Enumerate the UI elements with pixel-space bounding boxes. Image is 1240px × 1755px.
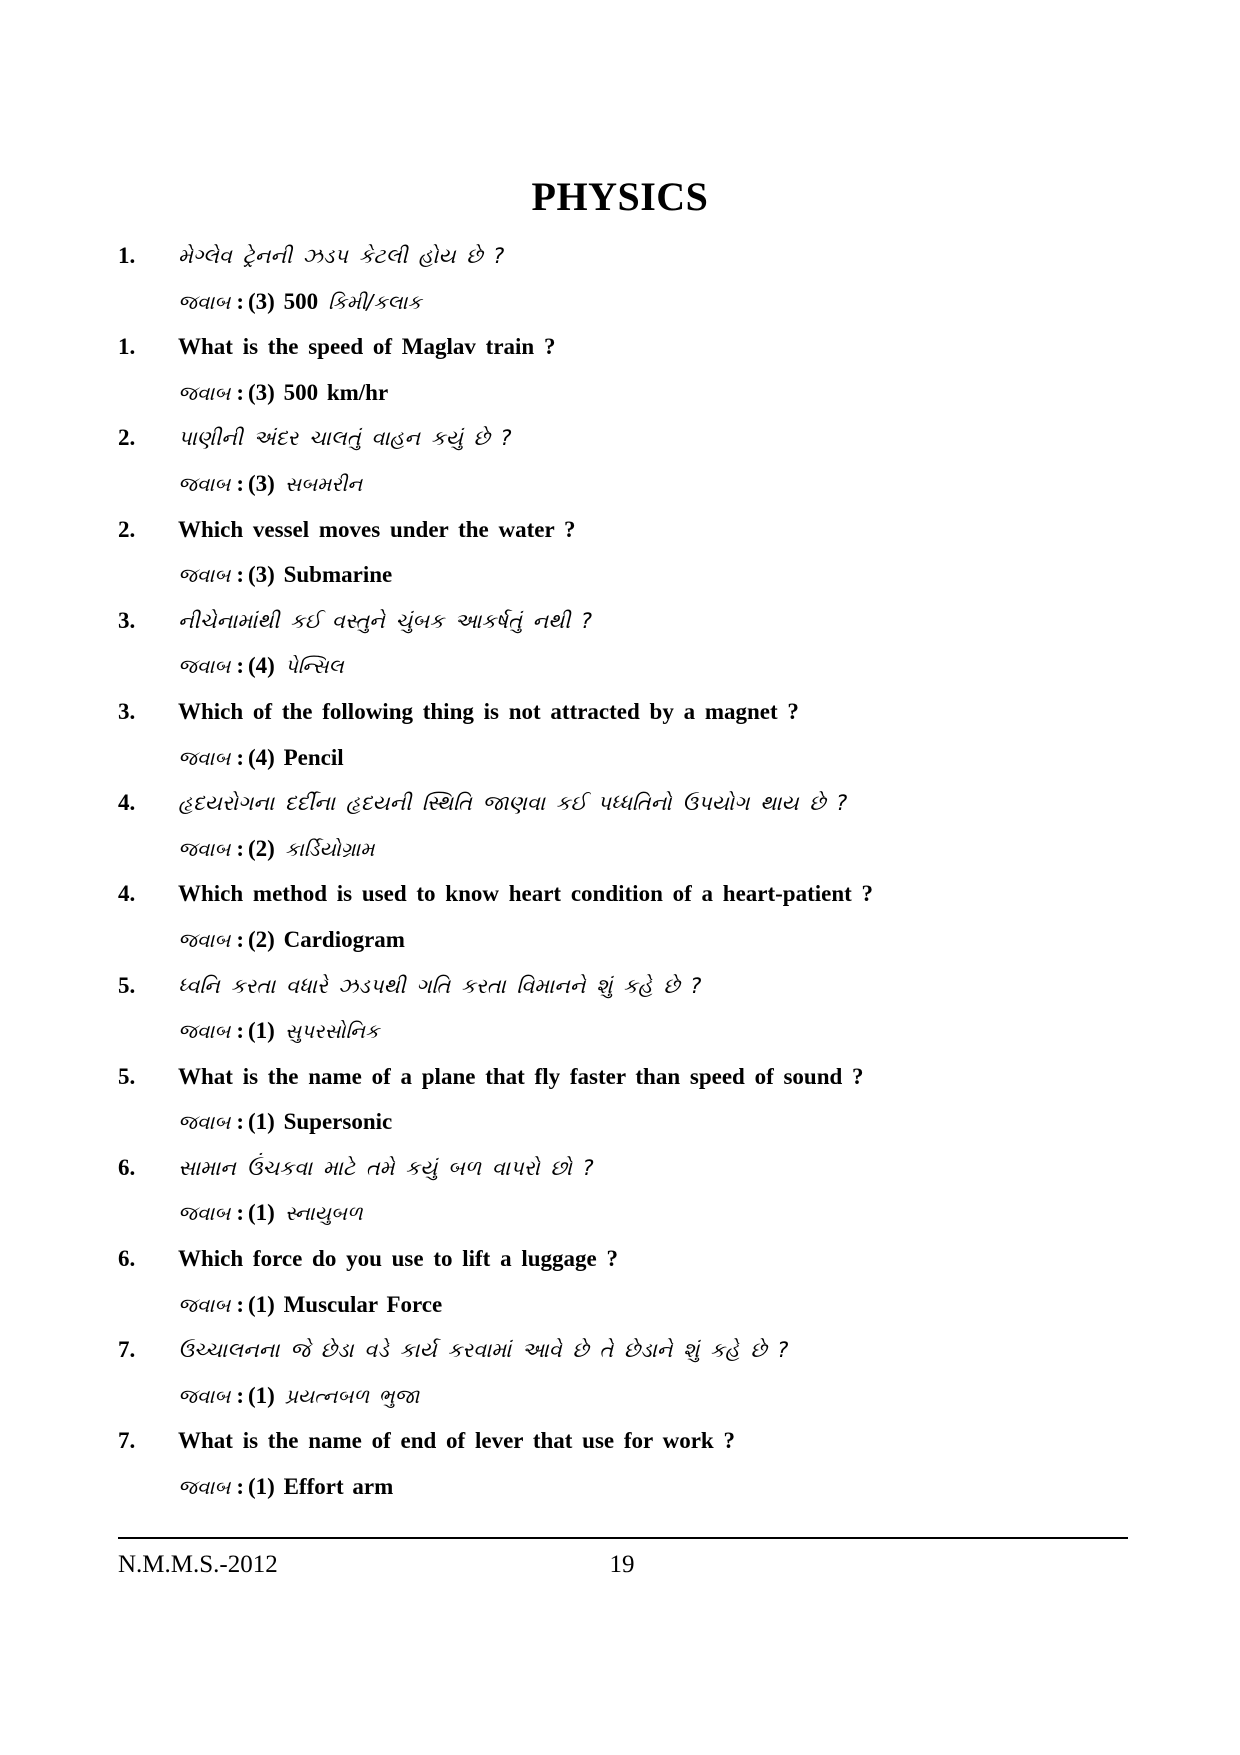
answer-option: (2) — [248, 835, 275, 861]
question-number: 4. — [118, 881, 136, 907]
question-number: 2. — [118, 516, 136, 542]
answer-line — [118, 735, 1138, 781]
question-text: What is the name of end of lever that use for work ? — [178, 1428, 735, 1454]
question-text: સામાન ઉંચકવા માટે તમે કયું બળ વાપરો છો ? — [178, 1155, 594, 1180]
answer-colon: : — [236, 562, 245, 588]
answer-label: જવાબ — [178, 654, 231, 679]
answer-colon: : — [236, 379, 245, 405]
question-line — [118, 689, 1138, 735]
answer-text — [248, 290, 422, 314]
question-line — [118, 780, 1138, 826]
question-line — [118, 871, 1138, 917]
answer-label: જવાબ — [178, 927, 231, 952]
question-line — [118, 1054, 1138, 1100]
answer-colon: : — [236, 744, 245, 770]
answer-line — [118, 279, 1138, 325]
answer-colon: : — [236, 926, 245, 952]
answer-value: પેન્સિલ — [284, 654, 344, 679]
question-text: હૃદયરોગના દર્દીના હૃદયની સ્થિતિ જાણવા કઈ પધ્ધતિનો ઉપયોગ થાય છે ? — [178, 791, 848, 816]
question-number: 5. — [118, 1063, 136, 1089]
question-number: 7. — [118, 1428, 136, 1454]
answer-line — [118, 1282, 1138, 1328]
question-text: Which vessel moves under the water ? — [178, 516, 576, 542]
question-text: ધ્વનિ કરતા વધારે ઝડપથી ગતિ કરતા વિમાનને શું કહે છે ? — [178, 973, 702, 998]
question-line — [118, 1418, 1138, 1464]
answer-colon: : — [236, 1018, 245, 1044]
question-number: 5. — [118, 972, 136, 998]
answer-label: જવાબ — [178, 1110, 231, 1135]
answer-colon: : — [236, 470, 245, 496]
answer-label: જવાબ — [178, 563, 231, 588]
question-line — [118, 324, 1138, 370]
question-text: પાણીની અંદર ચાલતું વાહન કયું છે ? — [178, 426, 512, 451]
answer-option: (1) — [248, 1200, 275, 1226]
question-number: 4. — [118, 790, 136, 816]
footer-exam-code: N.M.M.S.-2012 — [118, 1551, 278, 1578]
answer-label: જવાબ — [178, 1201, 231, 1226]
answer-text — [248, 654, 344, 678]
answer-label: જવાબ — [178, 289, 231, 314]
answer-text — [248, 1201, 363, 1225]
question-text: નીચેનામાંથી કઈ વસ્તુને ચુંબક આકર્ષતું નથી ? — [178, 608, 593, 633]
answer-line — [118, 1008, 1138, 1054]
question-line — [118, 233, 1138, 279]
page-title: PHYSICS — [531, 174, 709, 219]
answer-line — [118, 1099, 1138, 1145]
answer-label: જવાબ — [178, 380, 231, 405]
answer-line — [118, 1373, 1138, 1419]
answer-line — [118, 461, 1138, 507]
question-text: What is the name of a plane that fly faster than speed of sound ? — [178, 1063, 864, 1089]
answer-text: (1) Effort arm — [248, 1474, 394, 1500]
question-number: 6. — [118, 1246, 136, 1272]
question-text: ઉચ્ચાલનના જે છેડા વડે કાર્ય કરવામાં આવે છે તે છેડાને શું કહે છે ? — [178, 1338, 789, 1363]
answer-colon: : — [236, 1200, 245, 1226]
answer-colon: : — [236, 653, 245, 679]
answer-label: જવાબ — [178, 1475, 231, 1500]
question-line — [118, 1236, 1138, 1282]
question-line — [118, 598, 1138, 644]
answer-value: સ્નાયુબળ — [284, 1201, 363, 1226]
answer-colon: : — [236, 288, 245, 314]
answer-line — [118, 552, 1138, 598]
answer-text — [248, 472, 362, 496]
answer-line — [118, 1464, 1138, 1510]
answer-line — [118, 643, 1138, 689]
answer-line — [118, 826, 1138, 872]
answer-label: જવાબ — [178, 836, 231, 861]
question-line — [118, 415, 1138, 461]
question-line — [118, 507, 1138, 553]
question-text: મેગ્લેવ ટ્રેનની ઝડપ કેટલી હોય છે ? — [178, 244, 505, 268]
answer-text: (3) Submarine — [248, 562, 393, 588]
answer-colon: : — [236, 1109, 245, 1135]
answer-text — [248, 837, 374, 861]
answer-value: કિમી/કલાક — [328, 289, 422, 314]
answer-text: (1) Supersonic — [248, 1109, 393, 1135]
answer-text: (2) Cardiogram — [248, 926, 405, 952]
answer-value: સુપરસોનિક — [284, 1019, 380, 1044]
answer-label: જવાબ — [178, 471, 231, 496]
question-number: 2. — [118, 425, 136, 451]
answer-value: સબમરીન — [284, 471, 363, 496]
answer-label: જવાબ — [178, 1383, 231, 1408]
answer-line — [118, 1190, 1138, 1236]
answer-label: જવાબ — [178, 745, 231, 770]
answer-option: (3) 500 — [248, 288, 319, 314]
answer-text — [248, 1384, 419, 1408]
question-line — [118, 963, 1138, 1009]
question-number: 1. — [118, 243, 136, 268]
question-line — [118, 1327, 1138, 1373]
answer-option: (1) — [248, 1382, 275, 1408]
footer-page-number: 19 — [609, 1551, 635, 1578]
answer-label: જવાબ — [178, 1019, 231, 1044]
question-answer-list — [118, 233, 1138, 1510]
question-text: What is the speed of Maglav train ? — [178, 334, 556, 360]
answer-label: જવાબ — [178, 1292, 231, 1317]
answer-line — [118, 917, 1138, 963]
question-number: 7. — [118, 1337, 136, 1363]
footer-divider — [118, 1537, 1128, 1539]
answer-colon: : — [236, 835, 245, 861]
answer-text — [248, 1019, 379, 1043]
answer-value: પ્રયત્નબળ ભુજા — [284, 1383, 420, 1408]
answer-text: (3) 500 km/hr — [248, 379, 389, 405]
question-text: Which method is used to know heart condition of a heart-patient ? — [178, 881, 874, 907]
answer-text: (4) Pencil — [248, 744, 344, 770]
question-text: Which of the following thing is not attracted by a magnet ? — [178, 698, 799, 724]
answer-text: (1) Muscular Force — [248, 1291, 443, 1317]
question-number: 6. — [118, 1154, 136, 1180]
answer-line — [118, 370, 1138, 416]
question-line — [118, 1145, 1138, 1191]
answer-colon: : — [236, 1382, 245, 1408]
question-text: Which force do you use to lift a luggage ? — [178, 1246, 618, 1272]
answer-colon: : — [236, 1291, 245, 1317]
question-number: 3. — [118, 698, 136, 724]
answer-option: (4) — [248, 653, 275, 679]
answer-value: કાર્ડિયોગ્રામ — [284, 836, 375, 861]
question-number: 3. — [118, 607, 136, 633]
question-number: 1. — [118, 334, 136, 360]
answer-option: (1) — [248, 1018, 275, 1044]
answer-colon: : — [236, 1474, 245, 1500]
answer-option: (3) — [248, 470, 275, 496]
